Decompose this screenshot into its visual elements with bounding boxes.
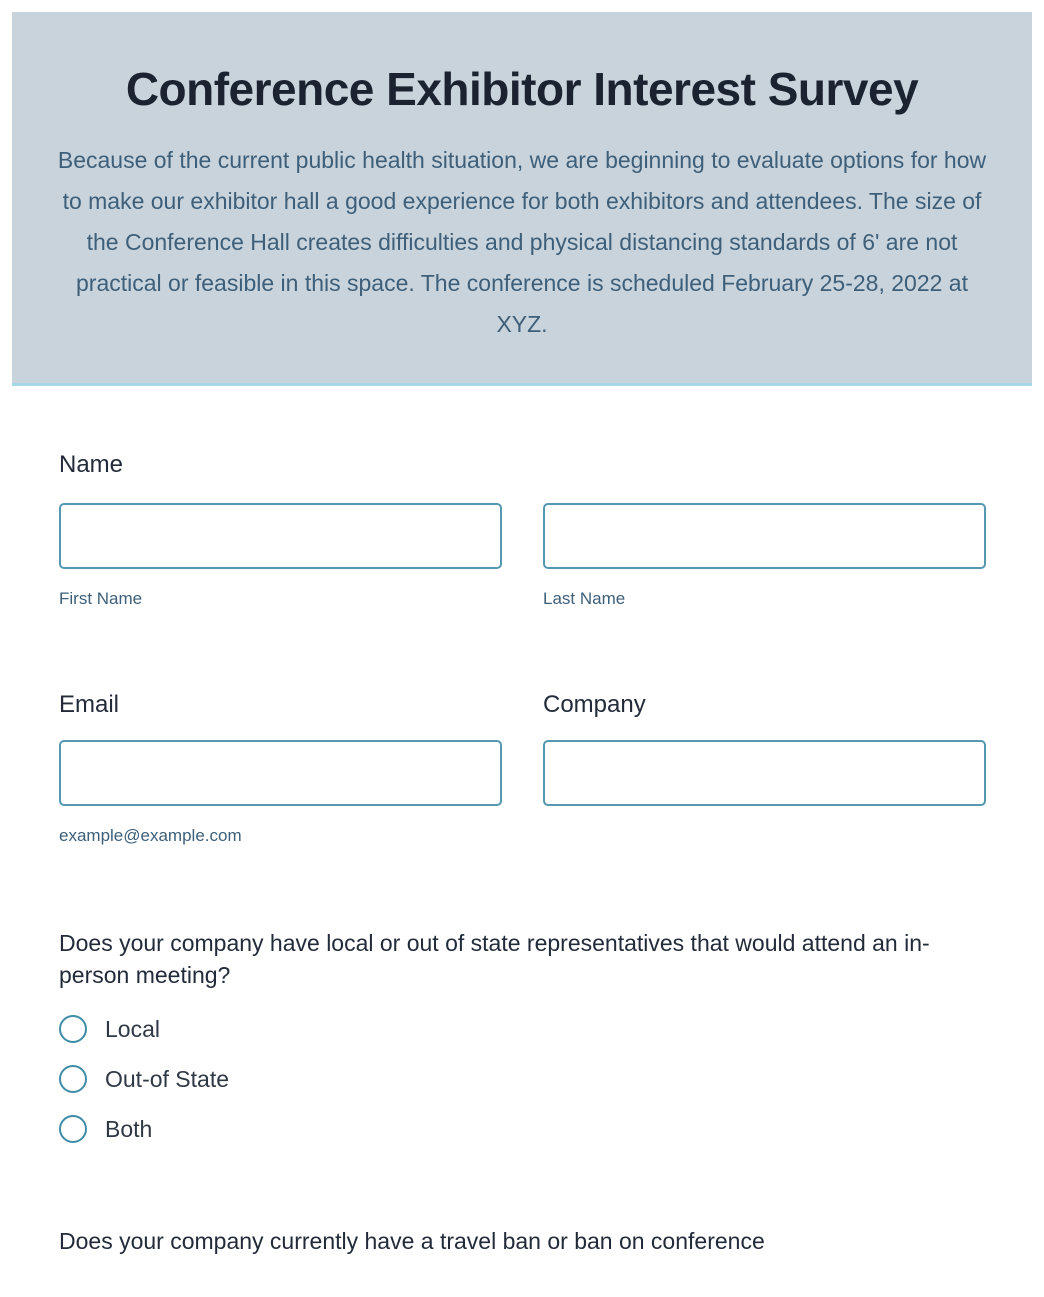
company-label: Company [543, 691, 646, 718]
form-body [0, 451, 1044, 1257]
company-field-group [543, 691, 986, 846]
email-field-group [59, 691, 502, 846]
first-name-input[interactable] [59, 503, 502, 569]
name-label: Name [59, 451, 124, 478]
radio-option-local-label: Local [105, 1015, 160, 1042]
email-company-section [59, 691, 986, 846]
radio-option-both-label: Both [105, 1115, 153, 1142]
email-label: Email [59, 691, 120, 718]
radio-option-local[interactable] [59, 1015, 986, 1043]
name-section [59, 451, 986, 609]
first-name-sublabel: First Name [59, 589, 143, 608]
question-travel-ban-label: Does your company currently have a travel ban or ban on conference [59, 1228, 765, 1254]
radio-option-both[interactable] [59, 1115, 986, 1143]
form-title: Conference Exhibitor Interest Survey [125, 63, 919, 115]
last-name-input[interactable] [543, 503, 986, 569]
question-travel-ban [59, 1225, 986, 1257]
email-sublabel: example@example.com [59, 826, 242, 845]
first-name-field-group [59, 503, 502, 609]
radio-circle-icon[interactable] [59, 1115, 87, 1143]
email-input[interactable] [59, 740, 502, 806]
radio-option-out-of-state-label: Out-of State [105, 1065, 230, 1092]
form-description: Because of the current public health situation, we are beginning to evaluate options for how to make our exhibitor hall a good experience for both exhibitors and attendees. The size of the Conference Hall creates difficulties and physical distancing standards of 6' are not practical or feasible in this space. The conference is scheduled February 25-28, 2022 at XYZ. [57, 147, 987, 337]
radio-circle-icon[interactable] [59, 1015, 87, 1043]
question-representatives-label: Does your company have local or out of state representatives that would attend an in-person meeting? [59, 930, 930, 988]
question-representatives [59, 927, 986, 1143]
radio-circle-icon[interactable] [59, 1065, 87, 1093]
last-name-field-group [543, 503, 986, 609]
form-header [12, 12, 1032, 386]
representatives-options [59, 1015, 986, 1143]
radio-option-out-of-state[interactable] [59, 1065, 986, 1093]
last-name-sublabel: Last Name [543, 589, 626, 608]
company-input[interactable] [543, 740, 986, 806]
